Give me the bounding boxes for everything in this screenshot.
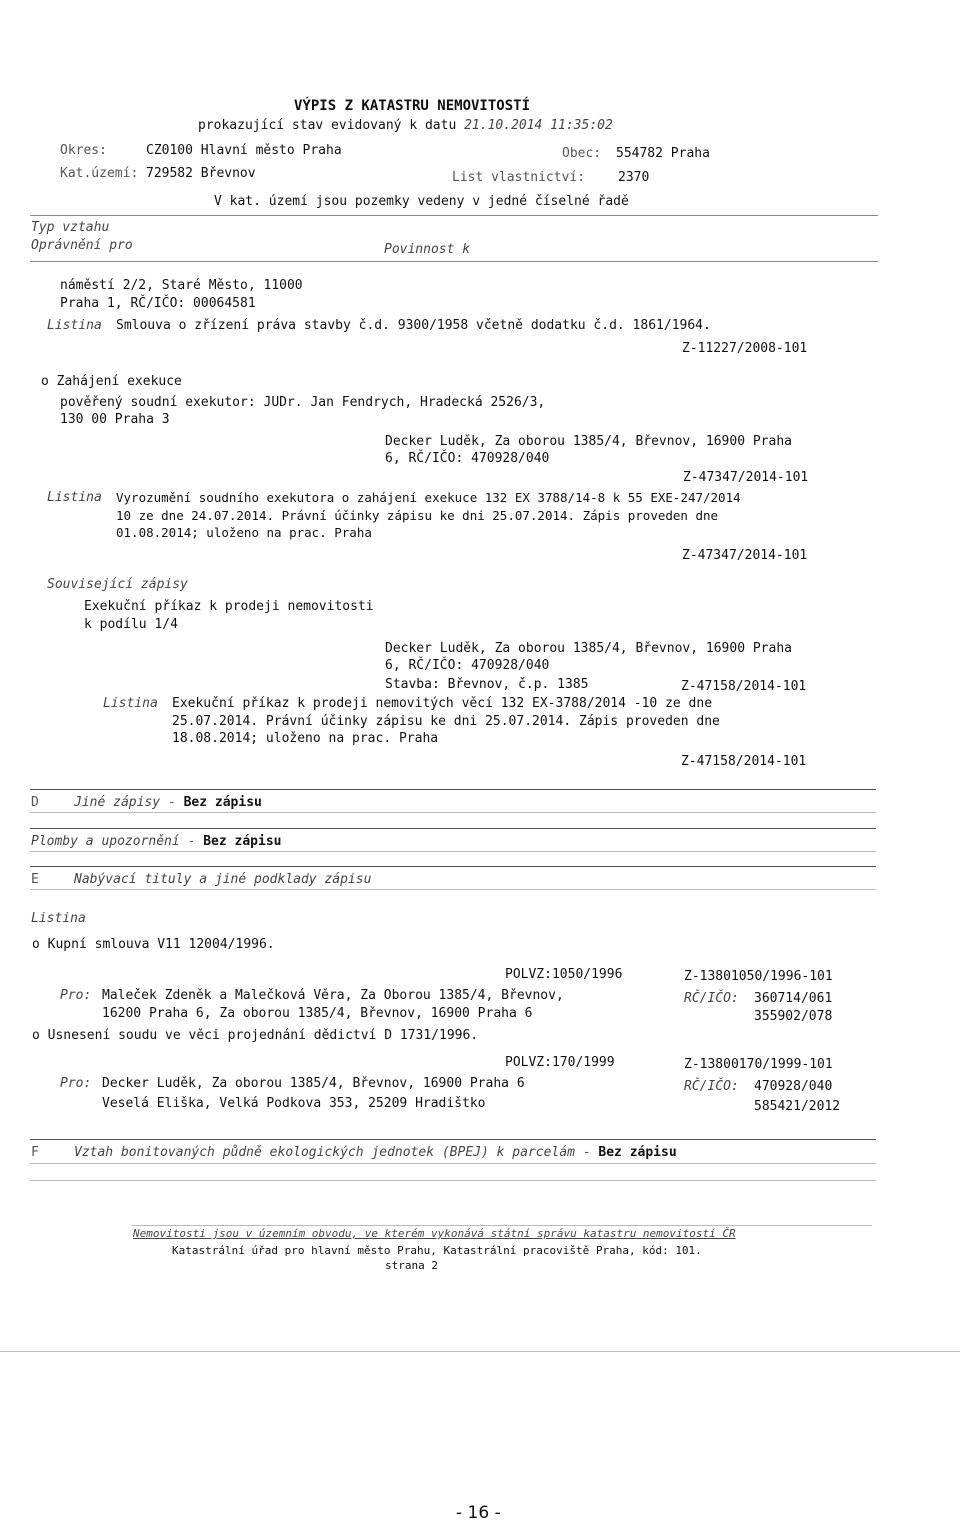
col-typ-vztahu: Typ vztahu bbox=[31, 220, 110, 235]
page-bottom-rule bbox=[0, 1351, 960, 1352]
entry2-reference2: Z-47347/2014-101 bbox=[682, 548, 808, 563]
katuzemi-value: 729582 Břevnov bbox=[146, 166, 256, 181]
entry2-party-line2: 6, RČ/IČO: 470928/040 bbox=[385, 451, 550, 466]
subtitle-date: 21.10.2014 11:35:02 bbox=[464, 118, 613, 133]
section-f-dash: - bbox=[582, 1145, 591, 1160]
okres-value: CZ0100 Hlavní město Praha bbox=[146, 143, 342, 158]
section-d-letter: D bbox=[31, 795, 39, 810]
section-f-title: Vztah bonitovaných půdně ekologických jednotek (BPEJ) k parcelám bbox=[74, 1145, 575, 1160]
entry1-address-line2: Praha 1, RČ/IČO: 00064581 bbox=[60, 296, 256, 311]
page-title: VÝPIS Z KATASTRU NEMOVITOSTÍ bbox=[294, 98, 531, 114]
entry2-listina-line2: 10 ze dne 24.07.2014. Právní účinky zápisu ke dni 25.07.2014. Zápis proveden dne bbox=[116, 508, 719, 523]
entry2-title: o Zahájení exekuce bbox=[41, 374, 182, 389]
katuzemi-label: Kat.území: bbox=[60, 166, 139, 181]
footer-line2: Katastrální úřad pro hlavní město Prahu, Katastrální pracoviště Praha, kód: 101. bbox=[172, 1244, 702, 1257]
plomby-bottom-rule bbox=[30, 851, 876, 852]
footer-line1: Nemovitosti jsou v územním obvodu, ve kterém vykonává státní správu katastru nemovitostí ČR bbox=[133, 1227, 736, 1240]
plomby-heading bbox=[31, 834, 281, 850]
section-e-listina-heading: Listina bbox=[31, 911, 86, 926]
entry2-listina-line1: Vyrozumění soudního exekutora o zahájení exekuce 132 EX 3788/14-8 k 55 EXE-247/2014 bbox=[116, 490, 741, 505]
section-f-value: Bez zápisu bbox=[598, 1145, 677, 1160]
e-item1-reference: Z-13801050/1996-101 bbox=[684, 969, 833, 984]
related-heading: Související zápisy bbox=[47, 577, 188, 592]
plomby-top-rule bbox=[30, 828, 876, 829]
section-f-heading bbox=[74, 1145, 677, 1161]
okres-label: Okres: bbox=[60, 143, 107, 158]
plomby-title: Plomby a upozornění bbox=[31, 834, 180, 849]
obec-value: 554782 Praha bbox=[616, 146, 710, 161]
e-item2-pro-label: Pro: bbox=[60, 1076, 92, 1091]
e-item1-rc2: 355902/078 bbox=[754, 1009, 833, 1024]
section-d-bottom-rule bbox=[30, 812, 876, 813]
related-title-line1: Exekuční příkaz k prodeji nemovitosti bbox=[84, 599, 374, 614]
column-header-rule bbox=[30, 261, 878, 262]
section-e-bottom-rule bbox=[30, 889, 876, 890]
related-party-line3: Stavba: Břevnov, č.p. 1385 bbox=[385, 677, 589, 692]
section-d-heading bbox=[74, 795, 262, 811]
section-f-extra-rule bbox=[30, 1180, 876, 1181]
e-item1-title: o Kupní smlouva V11 12004/1996. bbox=[32, 937, 275, 952]
e-item1-rc1: 360714/061 bbox=[754, 991, 833, 1006]
subtitle-label: prokazující stav evidovaný k datu bbox=[198, 118, 457, 133]
footer-rule bbox=[132, 1225, 872, 1226]
e-item1-pro-line1: Maleček Zdeněk a Malečková Věra, Za Oborou 1385/4, Břevnov, bbox=[102, 988, 564, 1003]
e-item1-pro-line2: 16200 Praha 6, Za oborou 1385/4, Břevnov, 16900 Praha 6 bbox=[102, 1006, 533, 1021]
e-item1-polvz: POLVZ:1050/1996 bbox=[505, 967, 623, 982]
e-item2-title: o Usnesení soudu ve věci projednání dědictví D 1731/1996. bbox=[32, 1028, 479, 1043]
entry1-listina-text: Smlouva o zřízení práva stavby č.d. 9300/1958 včetně dodatku č.d. 1861/1964. bbox=[116, 318, 711, 333]
related-reference2: Z-47158/2014-101 bbox=[681, 754, 807, 769]
plomby-dash: - bbox=[187, 834, 196, 849]
col-povinnost-k: Povinnost k bbox=[384, 242, 471, 257]
section-e-letter: E bbox=[31, 872, 39, 887]
e-item1-rc-label: RČ/IČO: bbox=[684, 991, 739, 1006]
e-item2-rc1: 470928/040 bbox=[754, 1079, 833, 1094]
section-d-title: Jiné zápisy bbox=[74, 795, 161, 810]
section-e-title: Nabývací tituly a jiné podklady zápisu bbox=[74, 872, 372, 887]
obec-label: Obec: bbox=[562, 146, 602, 161]
entry2-listina-label: Listina bbox=[47, 490, 102, 505]
entry1-reference: Z-11227/2008-101 bbox=[682, 341, 808, 356]
plomby-value: Bez zápisu bbox=[203, 834, 282, 849]
section-d-dash: - bbox=[167, 795, 176, 810]
related-listina-line3: 18.08.2014; uloženo na prac. Praha bbox=[172, 731, 439, 746]
section-e-top-rule bbox=[30, 866, 876, 867]
entry2-executor-line2: 130 00 Praha 3 bbox=[60, 412, 170, 427]
col-opravneni-pro: Oprávnění pro bbox=[31, 238, 133, 253]
section-f-letter: F bbox=[31, 1145, 39, 1160]
e-item2-polvz: POLVZ:170/1999 bbox=[505, 1055, 615, 1070]
entry1-listina-label: Listina bbox=[47, 318, 102, 333]
header-rule bbox=[30, 215, 878, 216]
entry1-address-line1: náměstí 2/2, Staré Město, 11000 bbox=[60, 278, 303, 293]
section-d-top-rule bbox=[30, 789, 876, 790]
e-item2-reference: Z-13800170/1999-101 bbox=[684, 1057, 833, 1072]
related-listina-label: Listina bbox=[103, 696, 158, 711]
related-reference1: Z-47158/2014-101 bbox=[681, 679, 807, 694]
section-d-value: Bez zápisu bbox=[183, 795, 262, 810]
related-listina-line2: 25.07.2014. Právní účinky zápisu ke dni 25.07.2014. Zápis proveden dne bbox=[172, 714, 720, 729]
lv-label: List vlastnictví: bbox=[452, 170, 586, 185]
page-number: - 16 - bbox=[456, 1503, 501, 1523]
entry2-party-line1: Decker Luděk, Za oborou 1385/4, Břevnov, 16900 Praha bbox=[385, 434, 792, 449]
entry2-reference1: Z-47347/2014-101 bbox=[683, 470, 809, 485]
section-f-top-rule bbox=[30, 1139, 876, 1140]
entry2-listina-line3: 01.08.2014; uloženo na prac. Praha bbox=[116, 525, 372, 540]
e-item2-pro-line2: Veselá Eliška, Velká Podkova 353, 25209 Hradištko bbox=[102, 1096, 486, 1111]
related-party-line1: Decker Luděk, Za oborou 1385/4, Břevnov, 16900 Praha bbox=[385, 641, 792, 656]
e-item2-rc-label: RČ/IČO: bbox=[684, 1079, 739, 1094]
section-f-bottom-rule bbox=[30, 1163, 876, 1164]
footer-line3: strana 2 bbox=[385, 1259, 438, 1272]
page-subtitle bbox=[198, 118, 613, 134]
e-item2-rc2: 585421/2012 bbox=[754, 1099, 841, 1114]
e-item1-pro-label: Pro: bbox=[60, 988, 92, 1003]
lv-value: 2370 bbox=[618, 170, 650, 185]
related-title-line2: k podílu 1/4 bbox=[84, 617, 178, 632]
header-note: V kat. území jsou pozemky vedeny v jedné číselné řadě bbox=[214, 194, 629, 209]
e-item2-pro-line1: Decker Luděk, Za oborou 1385/4, Břevnov, 16900 Praha 6 bbox=[102, 1076, 525, 1091]
related-listina-line1: Exekuční příkaz k prodeji nemovitých věcí 132 EX-3788/2014 -10 ze dne bbox=[172, 696, 713, 711]
entry2-executor-line1: pověřený soudní exekutor: JUDr. Jan Fendrych, Hradecká 2526/3, bbox=[60, 395, 546, 410]
related-party-line2: 6, RČ/IČO: 470928/040 bbox=[385, 658, 550, 673]
